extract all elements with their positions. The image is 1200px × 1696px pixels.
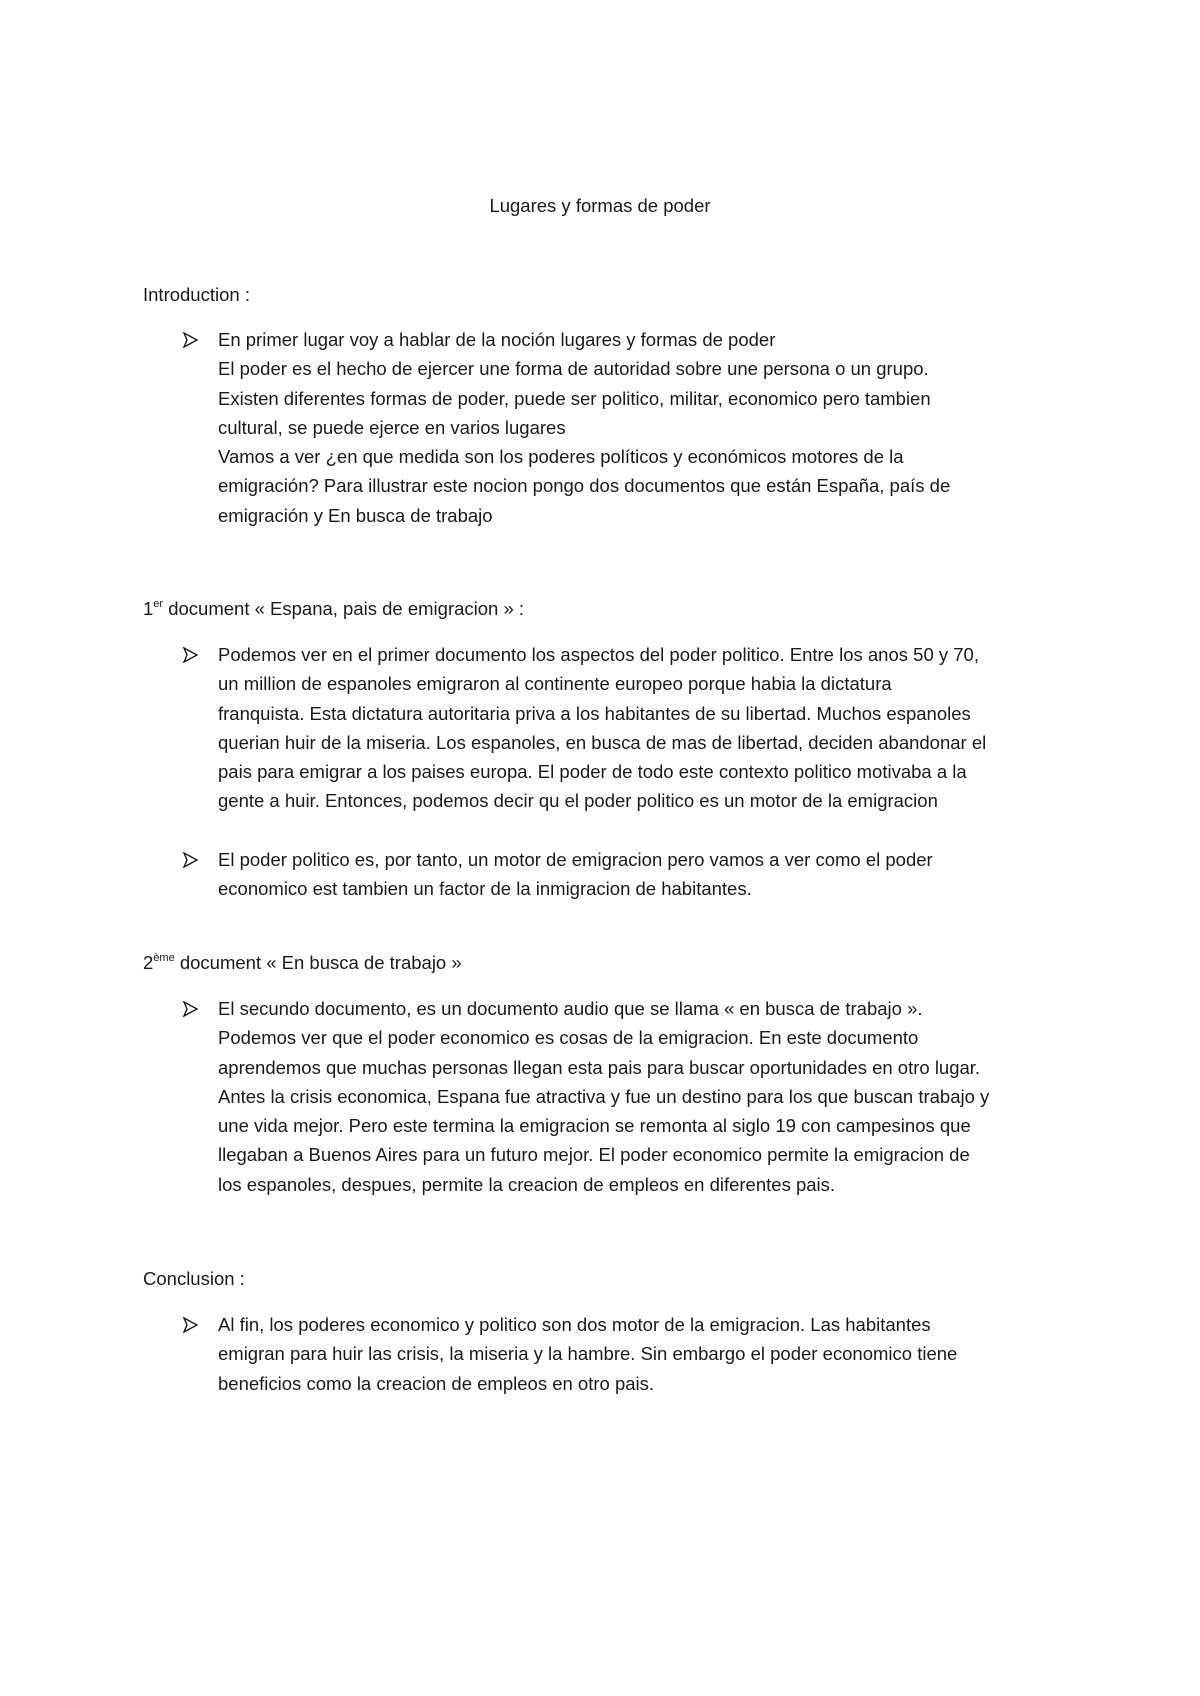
intro-bullet [182, 325, 1082, 530]
doc1-heading [143, 596, 524, 622]
intro-heading: Introduction : [143, 284, 250, 305]
conclusion-heading: Conclusion : [143, 1268, 245, 1289]
conclusion-bullet-text [218, 1310, 1082, 1398]
doc2-bullet-text [218, 994, 1082, 1199]
text-line: querian huir de la miseria. Los espanoles, en busca de mas de libertad, deciden abandonar el [218, 731, 987, 753]
text-line: los espanoles, despues, permite la creacion de empleos en diferentes pais. [218, 1173, 836, 1195]
doc1-bullet-2 [182, 845, 1082, 904]
doc1-heading-text: document « Espana, pais de emigracion » : [163, 598, 525, 619]
doc1-heading-number: 1 [143, 598, 154, 619]
text-line: economico est tambien un factor de la inmigracion de habitantes. [218, 878, 752, 900]
conclusion-bullet [182, 1310, 1082, 1398]
text-line: emigran para huir las crisis, la miseria y la hambre. Sin embargo el poder economico tiene [218, 1343, 958, 1365]
text-line: Existen diferentes formas de poder, puede ser politico, militar, economico pero tambien [218, 387, 931, 409]
text-line: llegaban a Buenos Aires para un futuro mejor. El poder economico permite la emigracion de [218, 1144, 970, 1166]
arrowhead-bullet-icon [182, 994, 218, 1023]
text-line: Vamos a ver ¿en que medida son los poderes políticos y económicos motores de la [218, 446, 904, 468]
text-line: cultural, se puede ejerce en varios lugares [218, 416, 566, 438]
doc2-heading-text: document « En busca de trabajo » [174, 952, 462, 973]
intro-bullet-text [218, 325, 1082, 530]
text-line: En primer lugar voy a hablar de la noción lugares y formas de poder [218, 329, 776, 350]
arrowhead-bullet-icon [182, 845, 218, 874]
text-line: franquista. Esta dictatura autoritaria priva a los habitantes de su libertad. Muchos espanoles [218, 702, 971, 724]
doc1-bullet-1-text [218, 640, 1082, 816]
text-line: une vida mejor. Pero este termina la emigracion se remonta al siglo 19 con campesinos que [218, 1115, 971, 1137]
text-line: emigración? Para illustrar este nocion pongo dos documentos que están España, país de [218, 475, 951, 497]
arrowhead-bullet-icon [182, 325, 218, 354]
text-line: Antes la crisis economica, Espana fue atractiva y fue un destino para los que buscan trabajo y [218, 1085, 990, 1107]
text-line: Al fin, los poderes economico y politico son dos motor de la emigracion. Las habitantes [218, 1314, 931, 1335]
doc2-heading [143, 950, 462, 976]
text-line: pais para emigrar a los paises europa. El poder de todo este contexto politico motivaba a la [218, 761, 967, 783]
doc2-bullet [182, 994, 1082, 1199]
text-line: beneficios como la creacion de empleos en otro pais. [218, 1372, 655, 1394]
doc1-bullet-1 [182, 640, 1082, 816]
text-line: emigración y En busca de trabajo [218, 504, 493, 526]
arrowhead-bullet-icon [182, 640, 218, 669]
text-line: gente a huir. Entonces, podemos decir qu el poder politico es un motor de la emigracion [218, 790, 938, 812]
text-line: El poder es el hecho de ejercer une forma de autoridad sobre une persona o un grupo. [218, 358, 929, 380]
document-title: Lugares y formas de poder [489, 195, 711, 216]
text-line: aprendemos que muchas personas llegan esta pais para buscar oportunidades en otro lugar. [218, 1056, 981, 1078]
text-line: Podemos ver en el primer documento los aspectos del poder politico. Entre los anos 50 y 70, [218, 644, 979, 665]
arrowhead-bullet-icon [182, 1310, 218, 1339]
doc1-bullet-2-text [218, 845, 1082, 904]
doc1-heading-superscript: er [153, 598, 164, 610]
doc2-heading-number: 2 [143, 952, 154, 973]
text-line: un million de espanoles emigraron al continente europeo porque habia la dictatura [218, 673, 892, 695]
doc2-heading-superscript: ème [153, 952, 175, 964]
text-line: El poder politico es, por tanto, un motor de emigracion pero vamos a ver como el poder [218, 849, 933, 870]
text-line: Podemos ver que el poder economico es cosas de la emigracion. En este documento [218, 1027, 919, 1049]
text-line: El secundo documento, es un documento audio que se llama « en busca de trabajo ». [218, 998, 923, 1019]
